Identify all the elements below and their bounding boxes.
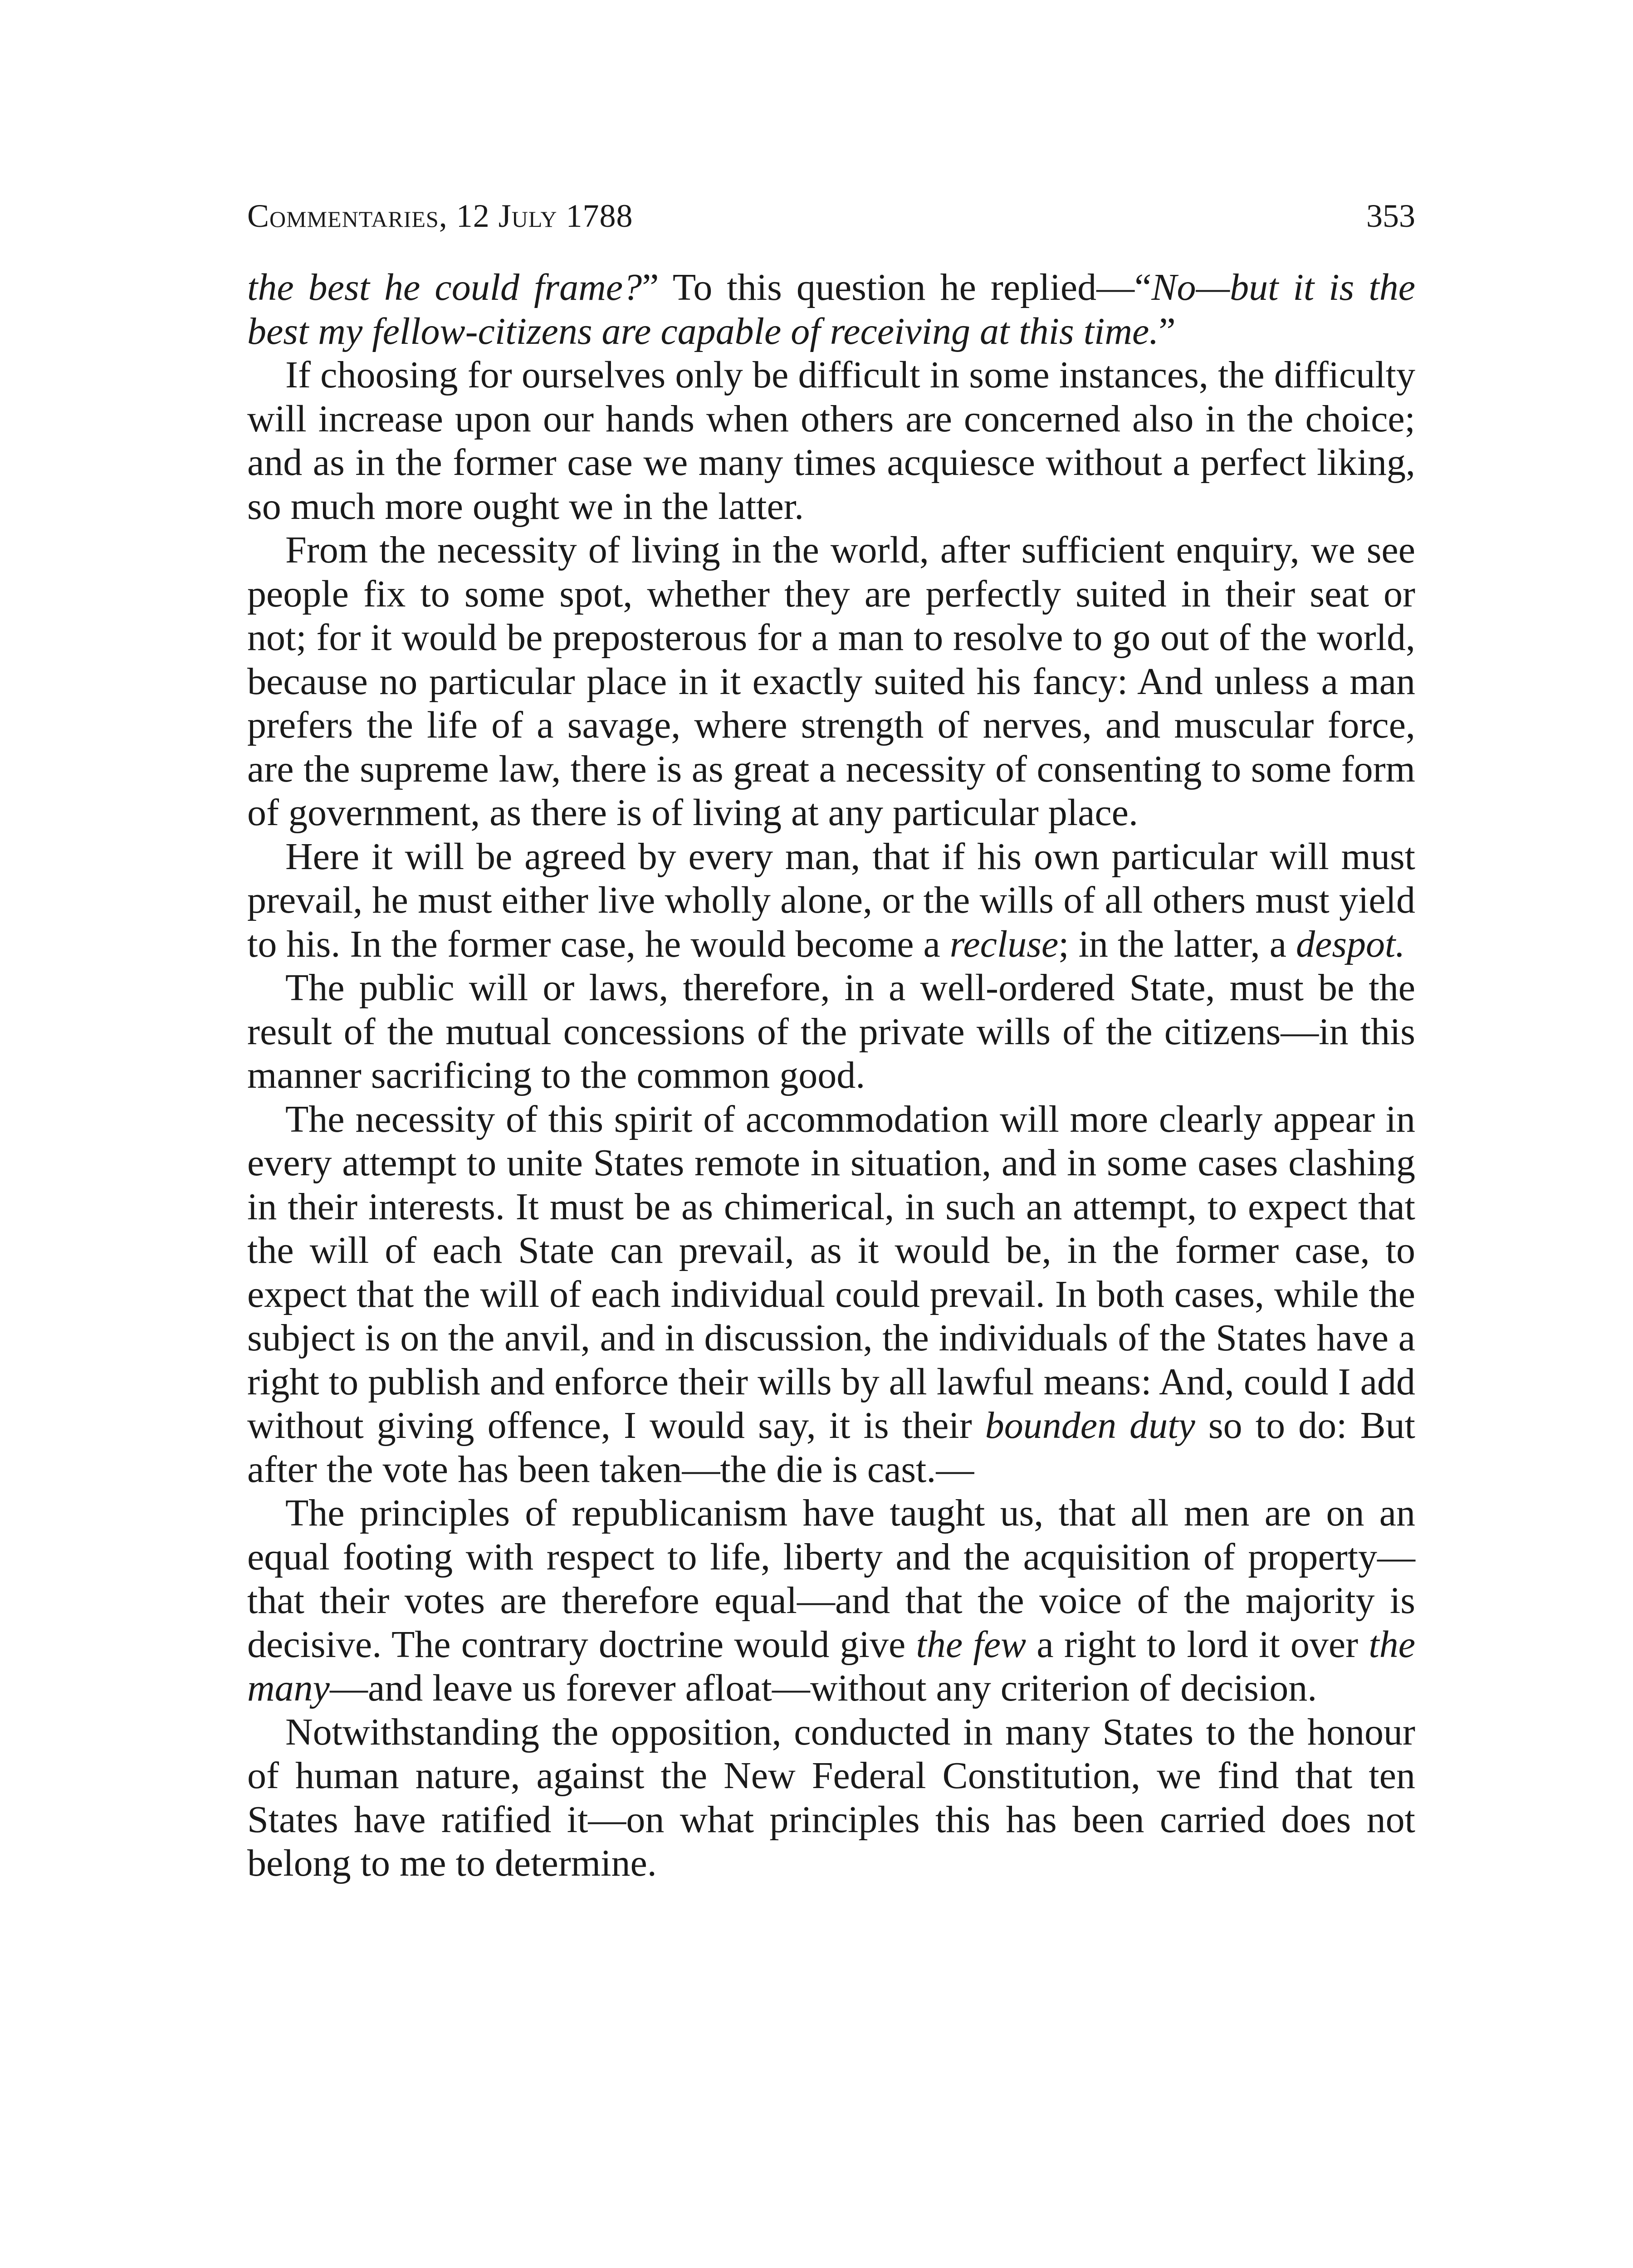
paragraph bbox=[247, 1098, 1415, 1492]
paragraph bbox=[247, 353, 1415, 528]
text-run: Here it will be agreed by every man, that if his own particular will must prevail, he must either live wholly alone, or the wills of all others must yield to his. In the former case, he would become a bbox=[247, 835, 1415, 965]
italic-text: bounden duty bbox=[985, 1404, 1195, 1447]
text-run: The public will or laws, therefore, in a well-ordered State, must be the result of the mutual concessions of the private wills of the citizens—in this manner sacrificing to the common good. bbox=[247, 967, 1415, 1096]
paragraph bbox=[247, 1491, 1415, 1711]
italic-text: No—but it is the best my fellow-citizens are capable of receiving at this time. bbox=[247, 266, 1415, 352]
text-run: From the necessity of living in the world, after sufficient enquiry, we see people fix to some spot, whether they are perfectly suited in their seat or not; for it would be preposterous for a man to resolve to go out of the world, because no particular place in it exactly suited his fancy: And unless a man prefers the life of a savage, where strength of nerves, and muscular force, are the supreme law, there is as great a necessity of consenting to some form of government, as there is of living at any particular place. bbox=[247, 529, 1415, 834]
text-run: If choosing for ourselves only be difficult in some instances, the difficulty will increase upon our hands when others are concerned also in the choice; and as in the former case we many times acquiesce without a perfect liking, so much more ought we in the latter. bbox=[247, 354, 1415, 528]
text-run: ” bbox=[1159, 310, 1176, 352]
italic-text: despot. bbox=[1296, 923, 1405, 965]
italic-text: the best he could frame? bbox=[247, 266, 642, 308]
text-run: Notwithstanding the opposition, conducted in many States to the honour of human nature, against the New Federal Constitution, we find that ten States have ratified it—on what principles this has been carried does not belong to me to determine. bbox=[247, 1711, 1415, 1884]
running-title: Commentaries, 12 July 1788 bbox=[247, 198, 633, 234]
text-run: so to do: But after the vote has been taken—the die is cast.— bbox=[247, 1404, 1415, 1491]
text-run: —and leave us forever afloat—without any criterion of decision. bbox=[329, 1667, 1317, 1709]
paragraph bbox=[247, 835, 1415, 967]
paragraph bbox=[247, 966, 1415, 1098]
page-number: 353 bbox=[1366, 198, 1415, 234]
document-page bbox=[247, 200, 1415, 1886]
italic-text: the few bbox=[916, 1623, 1027, 1666]
paragraph bbox=[247, 528, 1415, 835]
text-run: a right to lord it over bbox=[1026, 1623, 1369, 1666]
text-run: The necessity of this spirit of accommodation will more clearly appear in every attempt to unite States remote in situation, and in some cases clashing in their interests. It must be as chimerical, in such an attempt, to expect that the will of each State can prevail, as it would be, in the former case, to expect that the will of each individual could prevail. In both cases, while the subject is on the anvil, and in discussion, the individuals of the States have a right to publish and enforce their wills by all lawful means: And, could I add without giving offence, I would say, it is their bbox=[247, 1098, 1415, 1447]
body-text bbox=[247, 266, 1415, 1886]
text-run: ” To this question he replied—“ bbox=[642, 266, 1152, 308]
paragraph bbox=[247, 1711, 1415, 1886]
italic-text: recluse bbox=[949, 923, 1059, 965]
paragraph bbox=[247, 266, 1415, 353]
italic-text: the many bbox=[247, 1623, 1415, 1709]
running-header bbox=[247, 200, 1415, 232]
text-run: The principles of republicanism have taught us, that all men are on an equal footing with respect to life, liberty and the acquisition of property—that their votes are therefore equal—and that the voice of the majority is decisive. The contrary doctrine would give bbox=[247, 1492, 1415, 1666]
text-run: ; in the latter, a bbox=[1058, 923, 1296, 965]
